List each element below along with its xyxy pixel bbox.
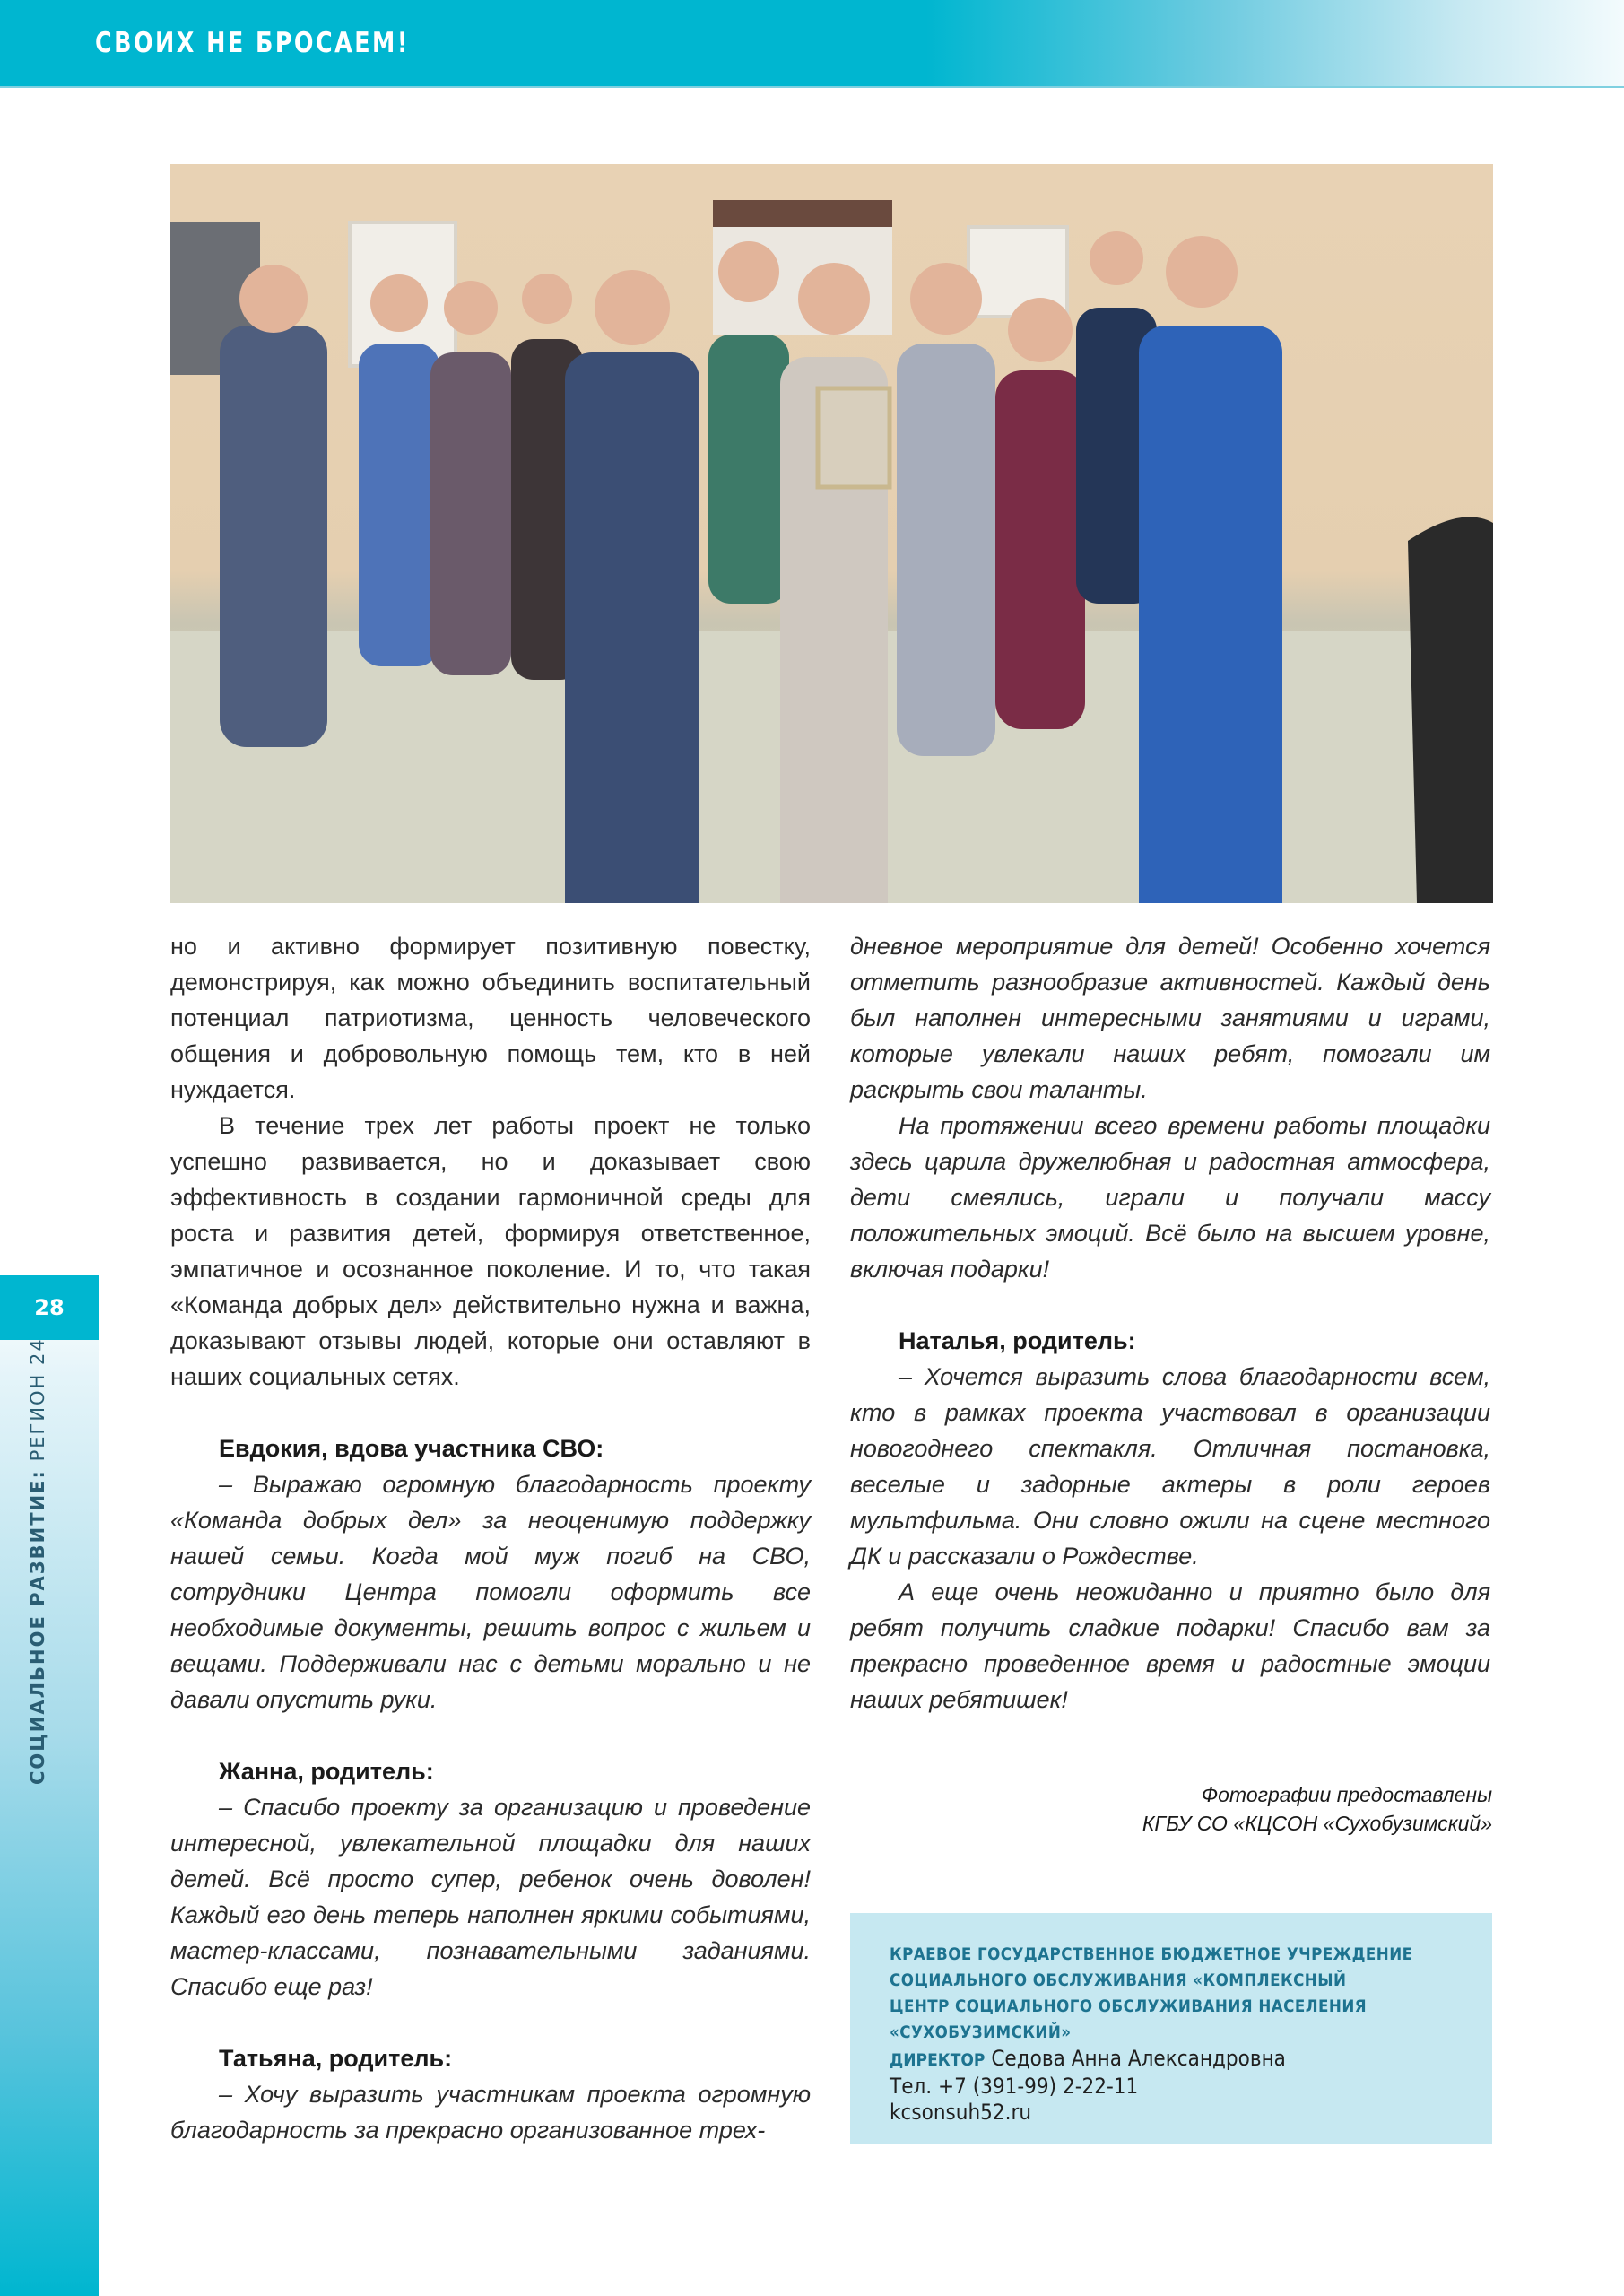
- photo-credit-line: КГБУ СО «КЦСОН «Сухобузимский»: [1142, 1812, 1492, 1835]
- phone-number: Тел. +7 (391-99) 2-22-11: [890, 2074, 1139, 2099]
- testimonial-continued: На протяжении всего времени работы площадки здесь царила дружелюбная и радостная атмосфера, дети смеялись, играли и получали массу положительных эмоций. Всё было на высшем уровне, включая подарки!: [850, 1112, 1490, 1283]
- organization-name-line: «СУХОБУЗИМСКИЙ»: [890, 2022, 1072, 2042]
- sidebar-strip: [0, 1275, 99, 2296]
- article-paragraph: В течение трех лет работы проект не только успешно развивается, но и доказывает свою эффективность в создании гармоничной среды для роста и развития детей, формируя ответственное, эмпатичное и осознанное поколение. И то, что такая «Команда добрых дел» действительно нужна и важна, доказывают отзывы людей, которые они оставляют в наших социальных сетях.: [170, 1112, 811, 1390]
- director-role: ДИРЕКТОР: [890, 2050, 986, 2070]
- organization-name-line: СОЦИАЛЬНОГО ОБСЛУЖИВАНИЯ «КОМПЛЕКСНЫЙ: [890, 1970, 1347, 1990]
- certificate: [818, 388, 890, 487]
- magazine-name-regular: РЕГИОН 24: [27, 1337, 48, 1470]
- article-left-column: [170, 928, 811, 2148]
- testimonial-text: – Хочу выразить участникам проекта огромную благодарность за прекрасно организованное трех-: [170, 2081, 811, 2144]
- organization-name: [890, 1942, 1458, 2046]
- photo-credit: [850, 1780, 1492, 1838]
- group-photo: [170, 164, 1493, 903]
- magazine-name-bold: СОЦИАЛЬНОЕ РАЗВИТИЕ:: [27, 1469, 48, 1785]
- testimonial-continued: дневное мероприятие для детей! Особенно хочется отметить разнообразие активностей. Каждый день был наполнен интересными занятиями и играми, которые увлекали наших ребят, помогали им раскрыть свои таланты.: [850, 933, 1490, 1103]
- testimonial-speaker: Татьяна, родитель:: [219, 2045, 453, 2072]
- director-line: [890, 2046, 1455, 2074]
- director-name: Седова Анна Александровна: [991, 2046, 1286, 2071]
- testimonial-text: – Хочется выразить слова благодарности всем, кто в рамках проекта участвовал в организации новогоднего спектакля. Отличная постановка, веселые и задорные актеры в роли героев мультфильма. Они словно ожили на сцене местного ДК и рассказали о Рождестве.: [850, 1363, 1490, 1570]
- photo-credit-line: Фотографии предоставлены: [1201, 1783, 1492, 1806]
- group-photo-illustration: [170, 164, 1493, 903]
- section-header-band: [0, 0, 1624, 88]
- leather-chair: [1408, 517, 1493, 903]
- wall-sign: [713, 200, 892, 227]
- testimonial-text: А еще очень неожиданно и приятно было для ребят получить сладкие подарки! Спасибо вам за прекрасно проведенное время и радостные эмоции наших ребятишек!: [850, 1578, 1490, 1713]
- section-title: СВОИХ НЕ БРОСАЕМ!: [95, 27, 410, 59]
- testimonial-text: – Выражаю огромную благодарность проекту «Команда добрых дел» за неоценимую поддержку нашей семьи. Когда мой муж погиб на СВО, сотрудники Центра помогли оформить все необходимые документы, решить вопрос с жильем и вещами. Поддерживали нас с детьми морально и не давали опустить руки.: [170, 1471, 811, 1713]
- article-paragraph: но и активно формирует позитивную повестку, демонстрируя, как можно объединить воспитательный потенциал патриотизма, ценность человеческого общения и добровольную помощь тем, кто в ней нуждается.: [170, 933, 811, 1103]
- organization-name-line: ЦЕНТР СОЦИАЛЬНОГО ОБСЛУЖИВАНИЯ НАСЕЛЕНИЯ: [890, 1996, 1368, 2016]
- testimonial-speaker: Наталья, родитель:: [899, 1327, 1136, 1354]
- website-link[interactable]: kcsonsuh52.ru: [890, 2100, 1032, 2125]
- page-number: 28: [0, 1275, 99, 1340]
- testimonial-text: – Спасибо проекту за организацию и проведение интересной, увлекательной площадки для наших детей. Всё просто супер, ребенок очень доволен! Каждый его день теперь наполнен яркими событиями, мастер-классами, познавательными заданиями. Спасибо еще раз!: [170, 1794, 811, 2000]
- organization-name-line: КРАЕВОЕ ГОСУДАРСТВЕННОЕ БЮДЖЕТНОЕ УЧРЕЖДЕНИЕ: [890, 1944, 1413, 1964]
- testimonial-speaker: Жанна, родитель:: [219, 1758, 434, 1785]
- article-right-column: [850, 928, 1490, 1718]
- organization-info-box: [850, 1913, 1492, 2144]
- testimonial-speaker: Евдокия, вдова участника СВО:: [219, 1435, 604, 1462]
